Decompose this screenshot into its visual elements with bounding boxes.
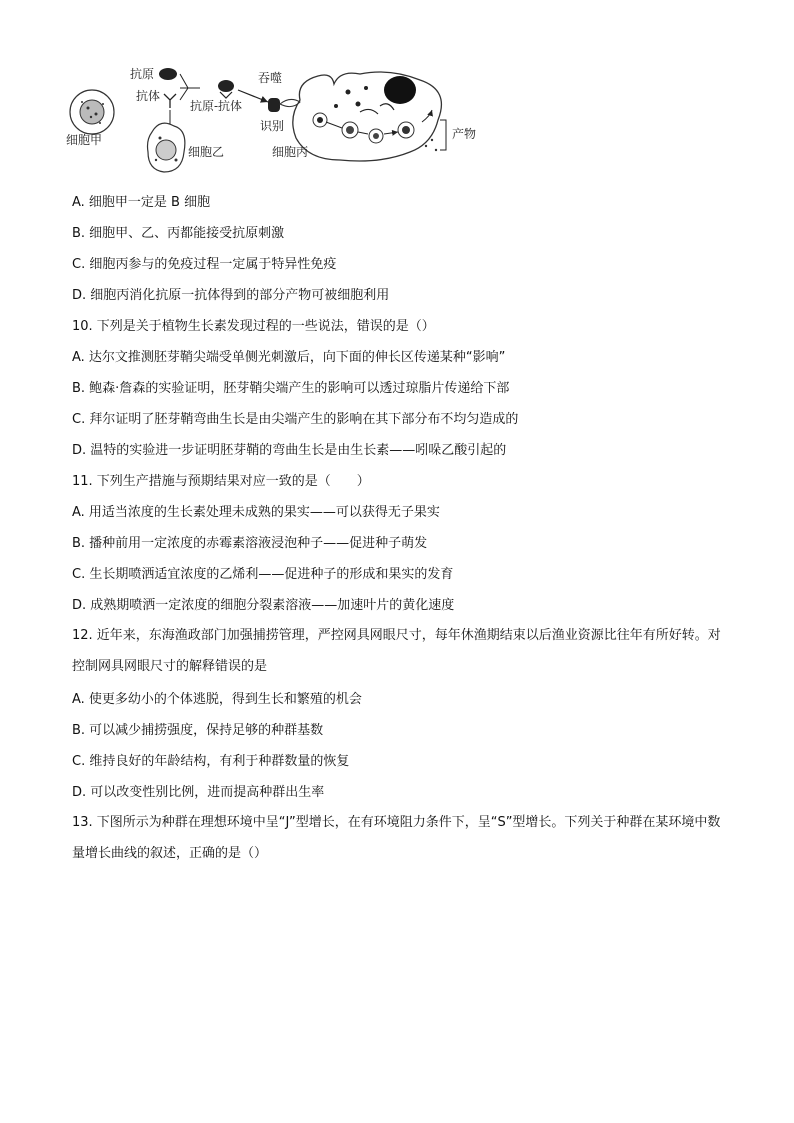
q10-option-d: D. 温特的实验进一步证明胚芽鞘的弯曲生长是由生长素——吲哚乙酸引起的 [72, 443, 507, 458]
antigen-label: 抗原 [130, 67, 155, 81]
q9-option-a: A. 细胞甲一定是 B 细胞 [72, 195, 211, 210]
engulf-label: 吞噬 [258, 71, 283, 85]
immune-process-figure [60, 60, 520, 188]
q12-option-c: C. 维持良好的年龄结构，有利于种群数量的恢复 [72, 754, 350, 769]
q11-stem: 11. 下列生产措施与预期结果对应一致的是（ ） [72, 474, 370, 489]
q12-option-b: B. 可以减少捕捞强度，保持足够的种群基数 [72, 723, 324, 738]
cell-b-label: 细胞乙 [188, 145, 225, 159]
recognize-label: 识别 [260, 119, 285, 133]
q11-option-c: C. 生长期喷洒适宜浓度的乙烯利——促进种子的形成和果实的发育 [72, 567, 454, 582]
cell-c-label: 细胞丙 [272, 145, 309, 159]
complex-label: 抗原-抗体 [190, 99, 243, 113]
cell-a-label: 细胞甲 [66, 133, 103, 147]
q9-option-d: D. 细胞丙消化抗原一抗体得到的部分产物可被细胞利用 [72, 288, 390, 303]
q11-option-b: B. 播种前用一定浓度的赤霉素溶液浸泡种子——促进种子萌发 [72, 536, 428, 551]
q9-option-b: B. 细胞甲、乙、丙都能接受抗原刺激 [72, 226, 285, 241]
complex-shape [218, 80, 234, 92]
product-label: 产物 [452, 127, 477, 141]
q9-option-c: C. 细胞丙参与的免疫过程一定属于特异性免疫 [72, 257, 337, 272]
antibody-shape [164, 94, 176, 108]
q10-option-a: A. 达尔文推测胚芽鞘尖端受单侧光刺激后，向下面的伸长区传递某种“影响” [72, 350, 506, 365]
q11-option-a: A. 用适当浓度的生长素处理未成熟的果实——可以获得无子果实 [72, 505, 440, 520]
q10-stem: 10. 下列是关于植物生长素发现过程的一些说法，错误的是（） [72, 319, 435, 334]
q13-stem: 13. 下图所示为种群在理想环境中呈“J”型增长，在有环境阻力条件下，呈“S”型增长。下列关于种群在某环境中数量增长曲线的叙述，正确的是（） [72, 815, 721, 861]
q12-stem: 12. 近年来，东海渔政部门加强捕捞管理，严控网具网眼尺寸，每年休渔期结束以后渔业资源比往年有所好转。对控制网具网眼尺寸的解释错误的是 [72, 628, 721, 674]
q11-option-d: D. 成熟期喷洒一定浓度的细胞分裂素溶液——加速叶片的黄化速度 [72, 598, 455, 613]
immune-diagram [60, 60, 520, 188]
antigen-shape [159, 68, 177, 80]
antibody-label: 抗体 [136, 89, 161, 103]
cell-b-drawing [148, 123, 185, 172]
cell-a-drawing [70, 90, 114, 134]
q10-option-c: C. 拜尔证明了胚芽鞘弯曲生长是由尖端产生的影响在其下部分布不均匀造成的 [72, 412, 519, 427]
q10-option-b: B. 鲍森·詹森的实验证明，胚芽鞘尖端产生的影响可以透过琼脂片传递给下部 [72, 381, 510, 396]
q12-option-a: A. 使更多幼小的个体逃脱，得到生长和繁殖的机会 [72, 692, 362, 707]
q12-option-d: D. 可以改变性别比例，进而提高种群出生率 [72, 785, 325, 800]
